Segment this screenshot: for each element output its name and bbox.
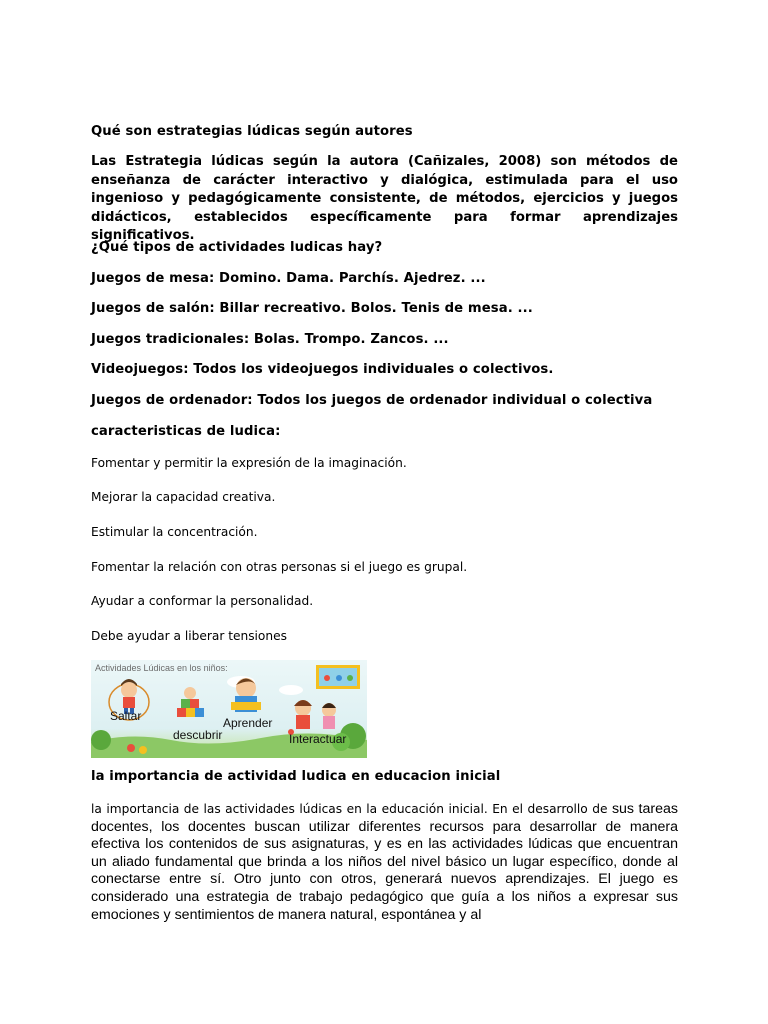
activity-type-item: Juegos de ordenador: Todos los juegos de ordenador individual o colectiva (91, 393, 653, 408)
bush-shape (91, 730, 111, 750)
illustration-title: Actividades Lúdicas en los niños: (95, 663, 228, 673)
question-activity-types: ¿Qué tipos de actividades ludicas hay? (91, 240, 383, 255)
importance-body-text: sus tareas docentes, los docentes buscan utilizar diferentes recursos para desarrollar de manera efectiva los contenidos de sus asignaturas, y es en las actividades lúdicas que encuentran un aliado fundamental que brinda a los niños del nivel básico un lugar específico, donde al conectarse entre sí. Otro junto con otros, generará nuevos aprendizajes. El juego es considerado una estrategia de trabajo pedagógico que guía a los niños a expresar sus emociones y sentimientos de manera natural, espontánea y al (91, 801, 678, 923)
characteristic-item: Ayudar a conformar la personalidad. (91, 594, 314, 608)
characteristic-item: Fomentar y permitir la expresión de la imaginación. (91, 456, 407, 470)
label-aprender: Aprender (223, 716, 273, 730)
running-child-icon (139, 746, 147, 754)
cloud-shape (279, 685, 303, 695)
label-saltar: Saltar (110, 709, 142, 723)
importance-lead-text: la importancia de las actividades lúdicas en la educación inicial. En el desarrollo de (91, 802, 612, 816)
toy-blocks-icon (177, 687, 204, 717)
label-interactuar: Interactuar (289, 732, 347, 746)
characteristic-item: Estimular la concentración. (91, 525, 258, 539)
activity-type-item: Videojuegos: Todos los videojuegos individuales o colectivos. (91, 362, 554, 377)
children-playing-icon (288, 700, 336, 735)
definition-paragraph: Las Estrategia lúdicas según la autora (Cañizales, 2008) son métodos de enseñanza de carácter interactivo y dialógica, estimulada para el uso ingenioso y pedagógicamente consistente, de métodos, ejercicios y juegos didácticos, establecidos específicamente para formar aprendizajes significativos. (91, 154, 678, 244)
activities-illustration (91, 660, 367, 758)
heading-characteristics: caracteristicas de ludica: (91, 424, 281, 439)
heading-strategies: Qué son estrategias lúdicas según autores (91, 124, 413, 139)
activity-type-item: Juegos de mesa: Domino. Dama. Parchís. Ajedrez. ... (91, 271, 486, 286)
picture-frame-icon (316, 665, 360, 689)
activity-type-item: Juegos de salón: Billar recreativo. Bolos. Tenis de mesa. ... (91, 301, 533, 316)
heading-importance: la importancia de actividad ludica en educacion inicial (91, 769, 501, 784)
activity-type-item: Juegos tradicionales: Bolas. Trompo. Zancos. ... (91, 332, 449, 347)
running-child-icon (127, 744, 135, 752)
label-descubrir: descubrir (173, 728, 223, 742)
importance-paragraph (91, 801, 678, 924)
characteristic-item: Debe ayudar a liberar tensiones (91, 629, 287, 643)
characteristic-item: Fomentar la relación con otras personas si el juego es grupal. (91, 560, 468, 574)
characteristic-item: Mejorar la capacidad creativa. (91, 490, 276, 504)
